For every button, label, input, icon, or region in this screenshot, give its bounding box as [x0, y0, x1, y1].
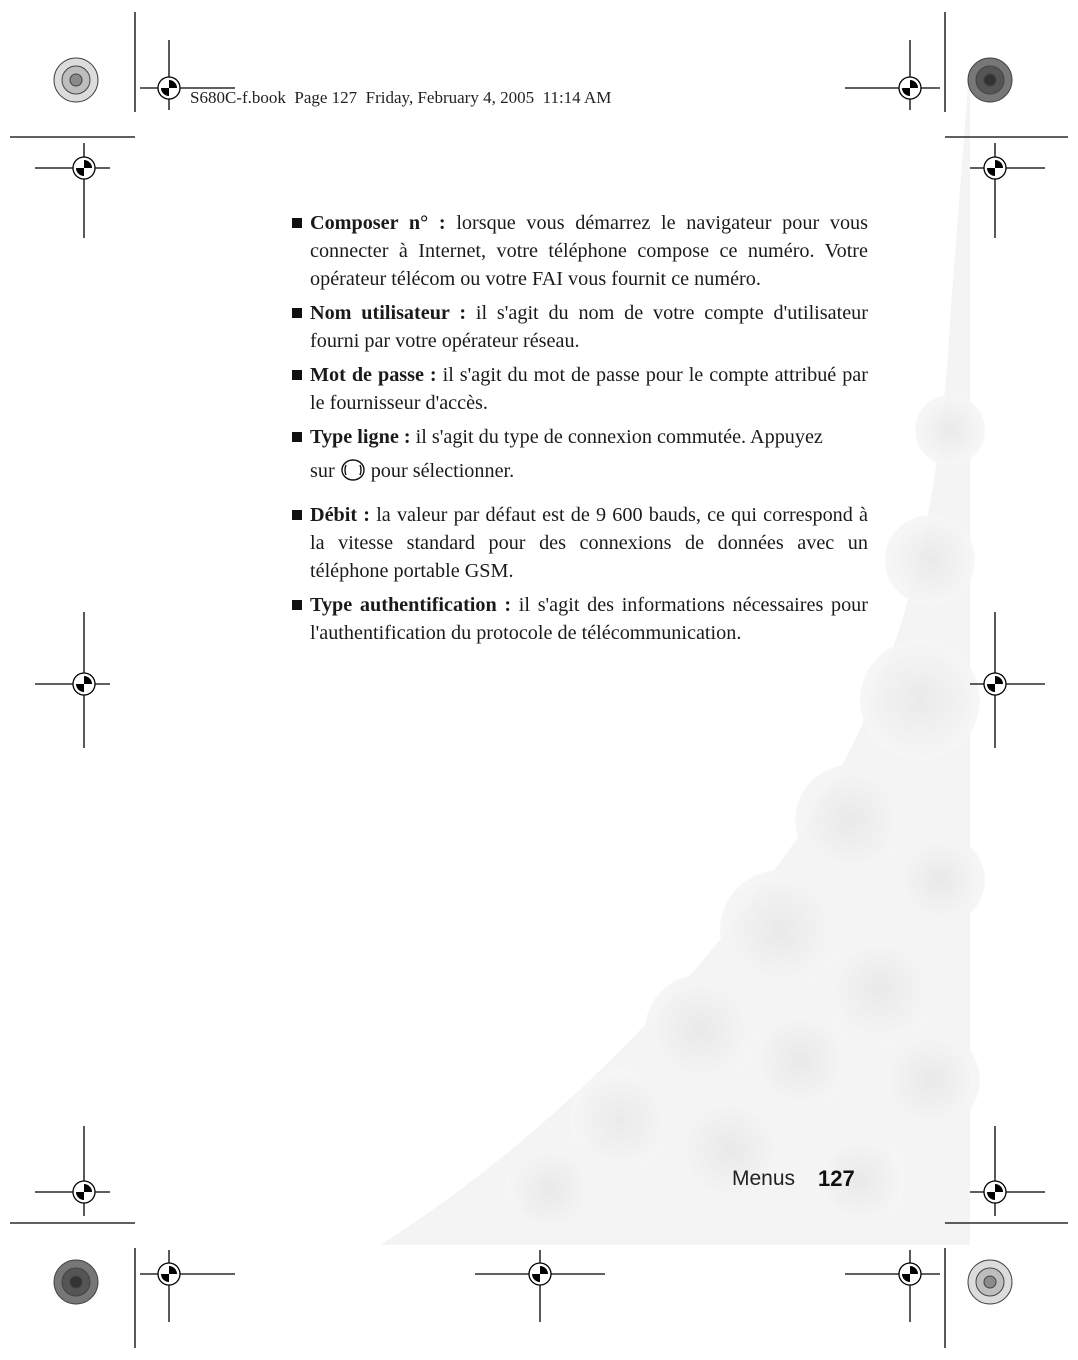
item-text: il s'agit du nom de votre compte d'utilisateur fourni par votre opérateur réseau.: [310, 302, 868, 352]
footer-page-number: 127: [818, 1166, 855, 1191]
item-term: Nom utilisateur :: [310, 302, 467, 324]
item-term: Composer n° :: [310, 212, 446, 234]
slug-date: Friday, February 4, 2005: [365, 88, 535, 107]
item-text-continued: [310, 451, 868, 495]
item-text: lorsque vous démarrez le navigateur pour vous connecter à Internet, votre téléphone compose ce numéro. Votre opérateur télécom ou votre FAI vous fournit ce numéro.: [310, 212, 868, 290]
slug-book: S680C-f.book: [190, 88, 286, 107]
settings-description-list: [290, 209, 868, 653]
bullet-square: [292, 308, 302, 318]
list-item-mot-de-passe: [290, 361, 868, 417]
list-item-debit: [290, 501, 868, 585]
list-item-type-ligne: [290, 423, 868, 495]
item-text-after-icon: pour sélectionner.: [370, 460, 515, 482]
bullet-square: [292, 600, 302, 610]
slug-time: 11:14 AM: [542, 88, 612, 107]
bullet-square: [292, 218, 302, 228]
list-item-nom-utilisateur: [290, 299, 868, 355]
item-term: Type ligne :: [310, 426, 411, 448]
print-slug: [190, 88, 611, 108]
item-term: Mot de passe :: [310, 364, 437, 386]
list-item-composer: [290, 209, 868, 293]
item-text: il s'agit des informations nécessaires pour l'authentification du protocole de télécommunication.: [310, 594, 868, 644]
bullet-square: [292, 510, 302, 520]
item-text: la valeur par défaut est de 9 600 bauds, ce qui correspond à la vitesse standard pour des connexions de données avec un téléphone portable GSM.: [310, 504, 868, 582]
item-text: il s'agit du mot de passe pour le compte attribué par le fournisseur d'accès.: [310, 364, 868, 414]
item-text: il s'agit du type de connexion commutée. Appuyez: [410, 426, 823, 448]
item-term: Type authentification :: [310, 594, 512, 616]
item-text-before-icon: sur: [310, 460, 335, 482]
item-term: Débit :: [310, 504, 371, 526]
footer-section-title: Menus: [732, 1167, 796, 1190]
bullet-square: [292, 370, 302, 380]
bullet-square: [292, 432, 302, 442]
navigation-key-icon: [341, 455, 365, 495]
list-item-type-authentification: [290, 591, 868, 647]
slug-page: Page 127: [294, 88, 358, 107]
